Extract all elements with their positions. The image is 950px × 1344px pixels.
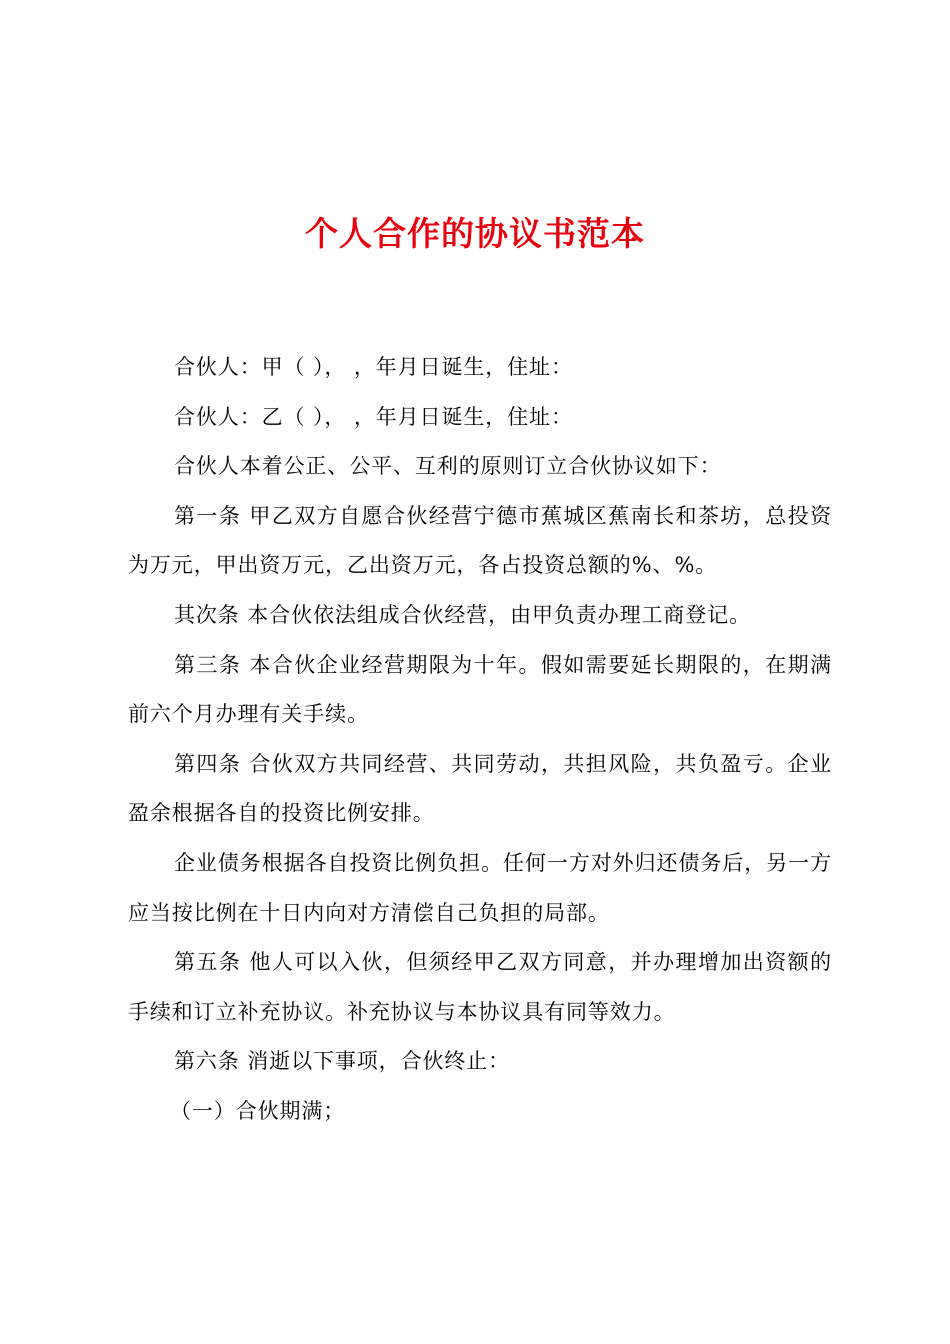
paragraph-article-4: 第四条 合伙双方共同经营、共同劳动，共担风险，共负盈亏。企业盈余根据各自的投资比例安排。	[128, 751, 832, 826]
paragraph-article-2: 其次条 本合伙依法组成合伙经营，由甲负责办理工商登记。	[174, 602, 751, 627]
document-body	[128, 343, 832, 1137]
paragraph-article-3: 第三条 本合伙企业经营期限为十年。假如需要延长期限的，在期满前六个月办理有关手续。	[128, 652, 832, 727]
paragraph-preamble: 合伙人本着公正、公平、互利的原则订立合伙协议如下：	[174, 454, 722, 479]
paragraph-partner-b: 合伙人：乙（ ）， ，年月日诞生，住址：	[174, 404, 573, 429]
document-title: 个人合作的协议书范本	[305, 214, 645, 253]
paragraph-article-6: 第六条 消逝以下事项，合伙终止：	[174, 1049, 511, 1074]
paragraph-partner-a: 合伙人：甲（ ）， ，年月日诞生，住址：	[174, 355, 573, 379]
paragraph-article-5: 第五条 他人可以入伙，但须经甲乙双方同意，并办理增加出资额的手续和订立补充协议。补充协议与本协议具有同等效力。	[128, 950, 832, 1024]
paragraph-article-6-item-1: （一）合伙期满；	[170, 1098, 346, 1123]
paragraph-article-1: 第一条 甲乙双方自愿合伙经营宁德市蕉城区蕉南长和茶坊，总投资为万元，甲出资万元，乙出资万元，各占投资总额的%、%。	[128, 503, 832, 578]
paragraph-article-4-debts: 企业债务根据各自投资比例负担。任何一方对外归还债务后，另一方应当按比例在十日内向对方清偿自己负担的局部。	[128, 850, 832, 925]
